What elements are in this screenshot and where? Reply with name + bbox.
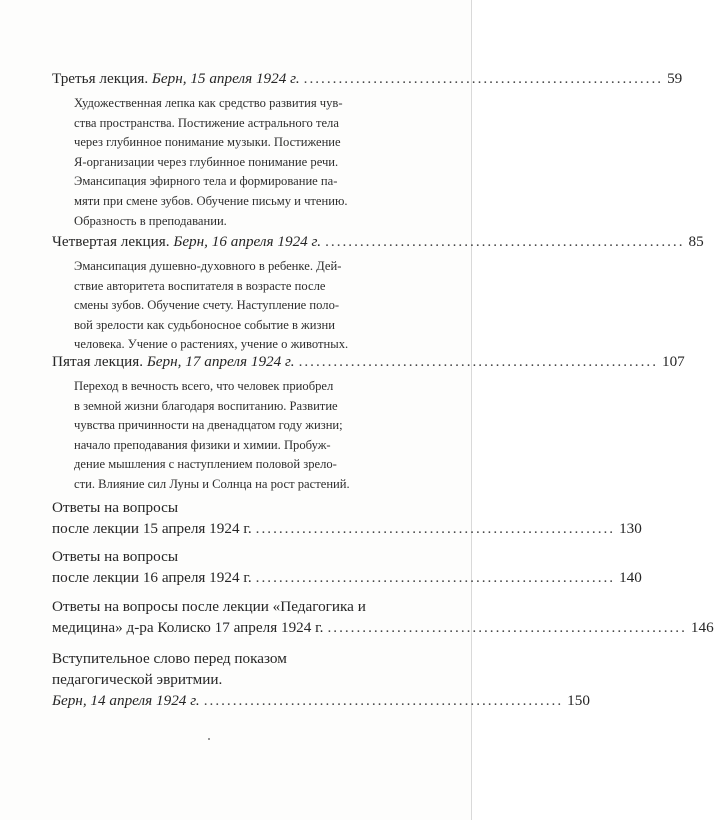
description-line: Художественная лепка как средство развития чув- [74,96,343,110]
dot-leader: .............................................................. [255,569,616,586]
toc-entry-heading [52,617,714,638]
entry-place-date: Берн, 16 апреля 1924 г. [173,233,322,250]
entry-title: Ответы на вопросы [52,499,179,516]
description-line: смены зубов. Обучение счету. Наступление поло- [74,298,340,313]
entry-place-date: Берн, 15 апреля 1924 г. [151,70,300,87]
description-line: в земной жизни благодаря воспитанию. Развитие [74,398,338,413]
toc-entry-heading [52,68,683,89]
description-line: ства пространства. Постижение астрального тела [74,115,339,130]
description-line: чувства причинности на двенадцатом году жизни; [74,418,343,433]
entry-title-cont: после лекции 16 апреля 1924 г. [52,569,252,586]
entry-title: Вступительное слово перед показом [52,650,287,667]
toc-entry-answers-15 [52,497,642,539]
page-number: 150 [567,692,590,709]
entry-title-cont: медицина» д-ра Колиско 17 апреля 1924 г. [52,619,324,636]
dot-leader: .............................................................. [298,353,658,370]
description-line: Переход в вечность всего, что человек приобрел [74,379,334,393]
description-line: начало преподавания физики и химии. Пробуж- [74,437,331,452]
toc-entry-heading [52,231,704,252]
toc-entry-answers-16 [52,546,642,588]
toc-entry-heading [52,567,642,588]
entry-title: Пятая лекция. [52,353,144,370]
description-line: через глубинное понимание музыки. Постижение [74,135,341,150]
toc-entry-lecture-3 [52,68,683,231]
page-number: 130 [619,520,642,537]
page-number: 107 [661,353,685,370]
entry-description [74,94,404,231]
entry-title: Четвертая лекция. [52,233,170,250]
toc-entry-lecture-4 [52,231,704,355]
description-line: Эмансипация эфирного тела и формирование па- [74,174,338,189]
entry-place-date: Берн, 17 апреля 1924 г. [146,353,295,370]
dot-leader: .............................................................. [325,233,685,250]
entry-description [74,377,404,495]
entry-description [74,257,404,355]
page-number: 140 [619,569,642,586]
print-speck [208,738,210,740]
description-line: человека. Учение о растениях, учение о животных. [74,337,349,352]
entry-title-cont: после лекции 15 апреля 1924 г. [52,520,252,537]
description-line: мяти при смене зубов. Обучение письму и чтению. [74,193,348,208]
description-line: Я-организации через глубинное понимание речи. [74,154,339,169]
entry-place-date: Берн, 14 апреля 1924 г. [52,692,200,709]
page-number: 85 [688,233,704,250]
description-line: дение мышления с наступлением половой зрело- [74,457,337,472]
description-line: ствие авторитета воспитателя в возрасте после [74,278,326,293]
entry-title-cont: педагогической эвритмии. [52,671,223,688]
entry-title: Ответы на вопросы [52,548,179,565]
toc-entry-heading [52,690,590,711]
toc-entry-answers-kolisko [52,596,714,638]
dot-leader: .............................................................. [203,692,564,709]
dot-leader: .............................................................. [327,619,687,636]
toc-entry-heading [52,351,685,372]
toc-entry-lecture-5 [52,351,685,495]
description-line: вой зрелости как судьбоносное событие в жизни [74,317,335,332]
description-line: сти. Влияние сил Луны и Солнца на рост растений. [74,476,350,491]
toc-entry-heading [52,518,642,539]
toc-entry-eurythmy-intro [52,648,590,711]
page-number: 59 [667,70,683,87]
page-number: 146 [690,619,714,636]
description-line: Эмансипация душевно-духовного в ребенке. Дей- [74,259,342,273]
entry-title: Ответы на вопросы после лекции «Педагогика и [52,598,366,615]
dot-leader: .............................................................. [303,70,664,87]
dot-leader: .............................................................. [255,520,616,537]
entry-title: Третья лекция. [52,70,149,87]
description-line: Образность в преподавании. [74,213,227,228]
